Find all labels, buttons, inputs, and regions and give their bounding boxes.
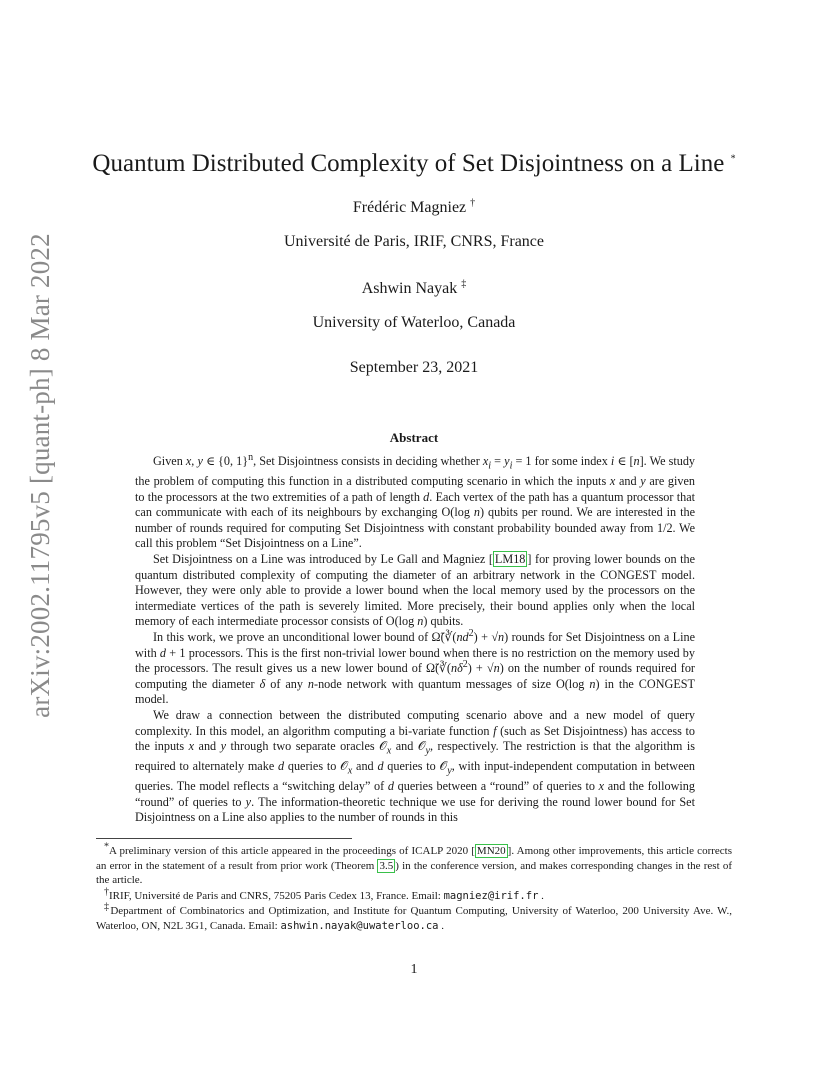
arxiv-identifier-sidebar [20,232,60,718]
footnote-2: †IRIF, Université de Paris and CNRS, 75205 Paris Cedex 13, France. Email: magniez@irif.fr . [104,886,544,902]
paper-title [0,148,828,180]
footnotes [96,841,732,935]
author-2-footnote-mark[interactable]: ‡ [461,278,467,290]
title-text: Quantum Distributed Complexity of Set Disjointness on a Line [92,150,725,177]
theorem-link[interactable]: 3.5 [379,859,394,872]
author-1-name: Frédéric Magniez † [352,197,476,216]
author-2-name: Ashwin Nayak ‡ [361,278,467,297]
arxiv-id-text: arXiv:2002.11795v5 [quant-ph] 8 Mar 2022 [24,232,55,718]
citation-link[interactable]: MN20 [476,845,506,857]
abstract-heading: Abstract [389,430,439,445]
citation-link[interactable]: LM18 [494,552,526,566]
author-1-footnote-mark[interactable]: † [470,197,476,209]
author-1-affiliation: Université de Paris, IRIF, CNRS, France [283,233,545,250]
email-address[interactable]: ashwin.nayak@uwaterloo.ca [280,919,439,932]
title-footnote-mark[interactable]: * [730,153,736,165]
abstract-paragraph: In this work, we prove an unconditional lower bound of $\Omegã(∛(nd^2) + √n)$ rounds for Set Disjointness on a Line with d + 1 processors. This is the first non-trivial lower bound when there is no restriction on the memory used by the processors. The result gives us a new lower bound of $\Omegã(∛(n\delta^2) + √n)$ on the number of rounds required for computing the diameter δ of any n-node network with quantum messages of size O(log n) in the CONGEST model. [135,627,695,707]
paper-date: September 23, 2021 [349,359,479,376]
page-number: 1 [410,962,418,977]
footnote-3: ‡Department of Combinatorics and Optimization, and Institute for Quantum Computing, University of Waterloo, 200 University Ave. W., Waterloo, ON, N2L 3G1, Canada. Email: ashwin.nayak@uwaterloo.ca . [96,901,732,932]
footnote-1: *A preliminary version of this article appeared in the proceedings of ICALP 2020 [ MN20 ]. Among other improvements, this article corrects an error in the statement of a result from prior work (Theorem 3.5 ) in the conference version, and makes corresponding changes in the rest of the article. [96,841,732,887]
abstract-paragraph: Given x, y ∈ {0, 1}$^n$, Set Disjointness consists in deciding whether $x_i = y_i = 1$ for some index i ∈ [n]. We study the problem of computing this function in a distributed computing scenario in which the inputs x and y are given to the processors at the two extremities of a path of length d. Each vertex of the path has a quantum processor that can communicate with each of its neighbours by exchanging O(log n) qubits per round. We are interested in the number of rounds required for computing Set Disjointness with constant probability bounded away from 1/2. We call this problem “Set Disjointness on a Line”. [135,451,696,551]
abstract-body [135,451,696,826]
abstract-paragraph: We draw a connection between the distributed computing scenario above and a new model of query complexity. In this model, an algorithm computing a bi-variate function f (such as Set Disjointness) has access to the inputs x and y through two separate oracles 𝒪$_x$ and 𝒪$_y$, respectively. The restriction is that the algorithm is required to alternately make d queries to 𝒪$_x$ and d queries to 𝒪$_y$, with input-independent computation in between queries. The model reflects a “switching delay” of d queries between a “round” of queries to x and the following “round” of queries to y. The information-theoretic technique we use for deriving the round lower bound for Set Disjointness on a Line also applies to the number of rounds in this [135,707,695,825]
email-address[interactable]: magniez@irif.fr [443,889,539,902]
author-2-affiliation: University of Waterloo, Canada [312,314,516,331]
abstract-paragraph: Set Disjointness on a Line was introduced by Le Gall and Magniez [ LM18 ] for proving lower bounds on the quantum distributed complexity of computing the diameter of an arbitrary network in the CONGEST model. However, they were only able to provide a lower bound when the local memory used by the processors on the intermediate vertices of the path is severely limited. More precisely, their bound applies only when the local memory of each intermediate processor consists of O(log n) qubits. [135,552,695,629]
footnote-divider [96,838,352,839]
